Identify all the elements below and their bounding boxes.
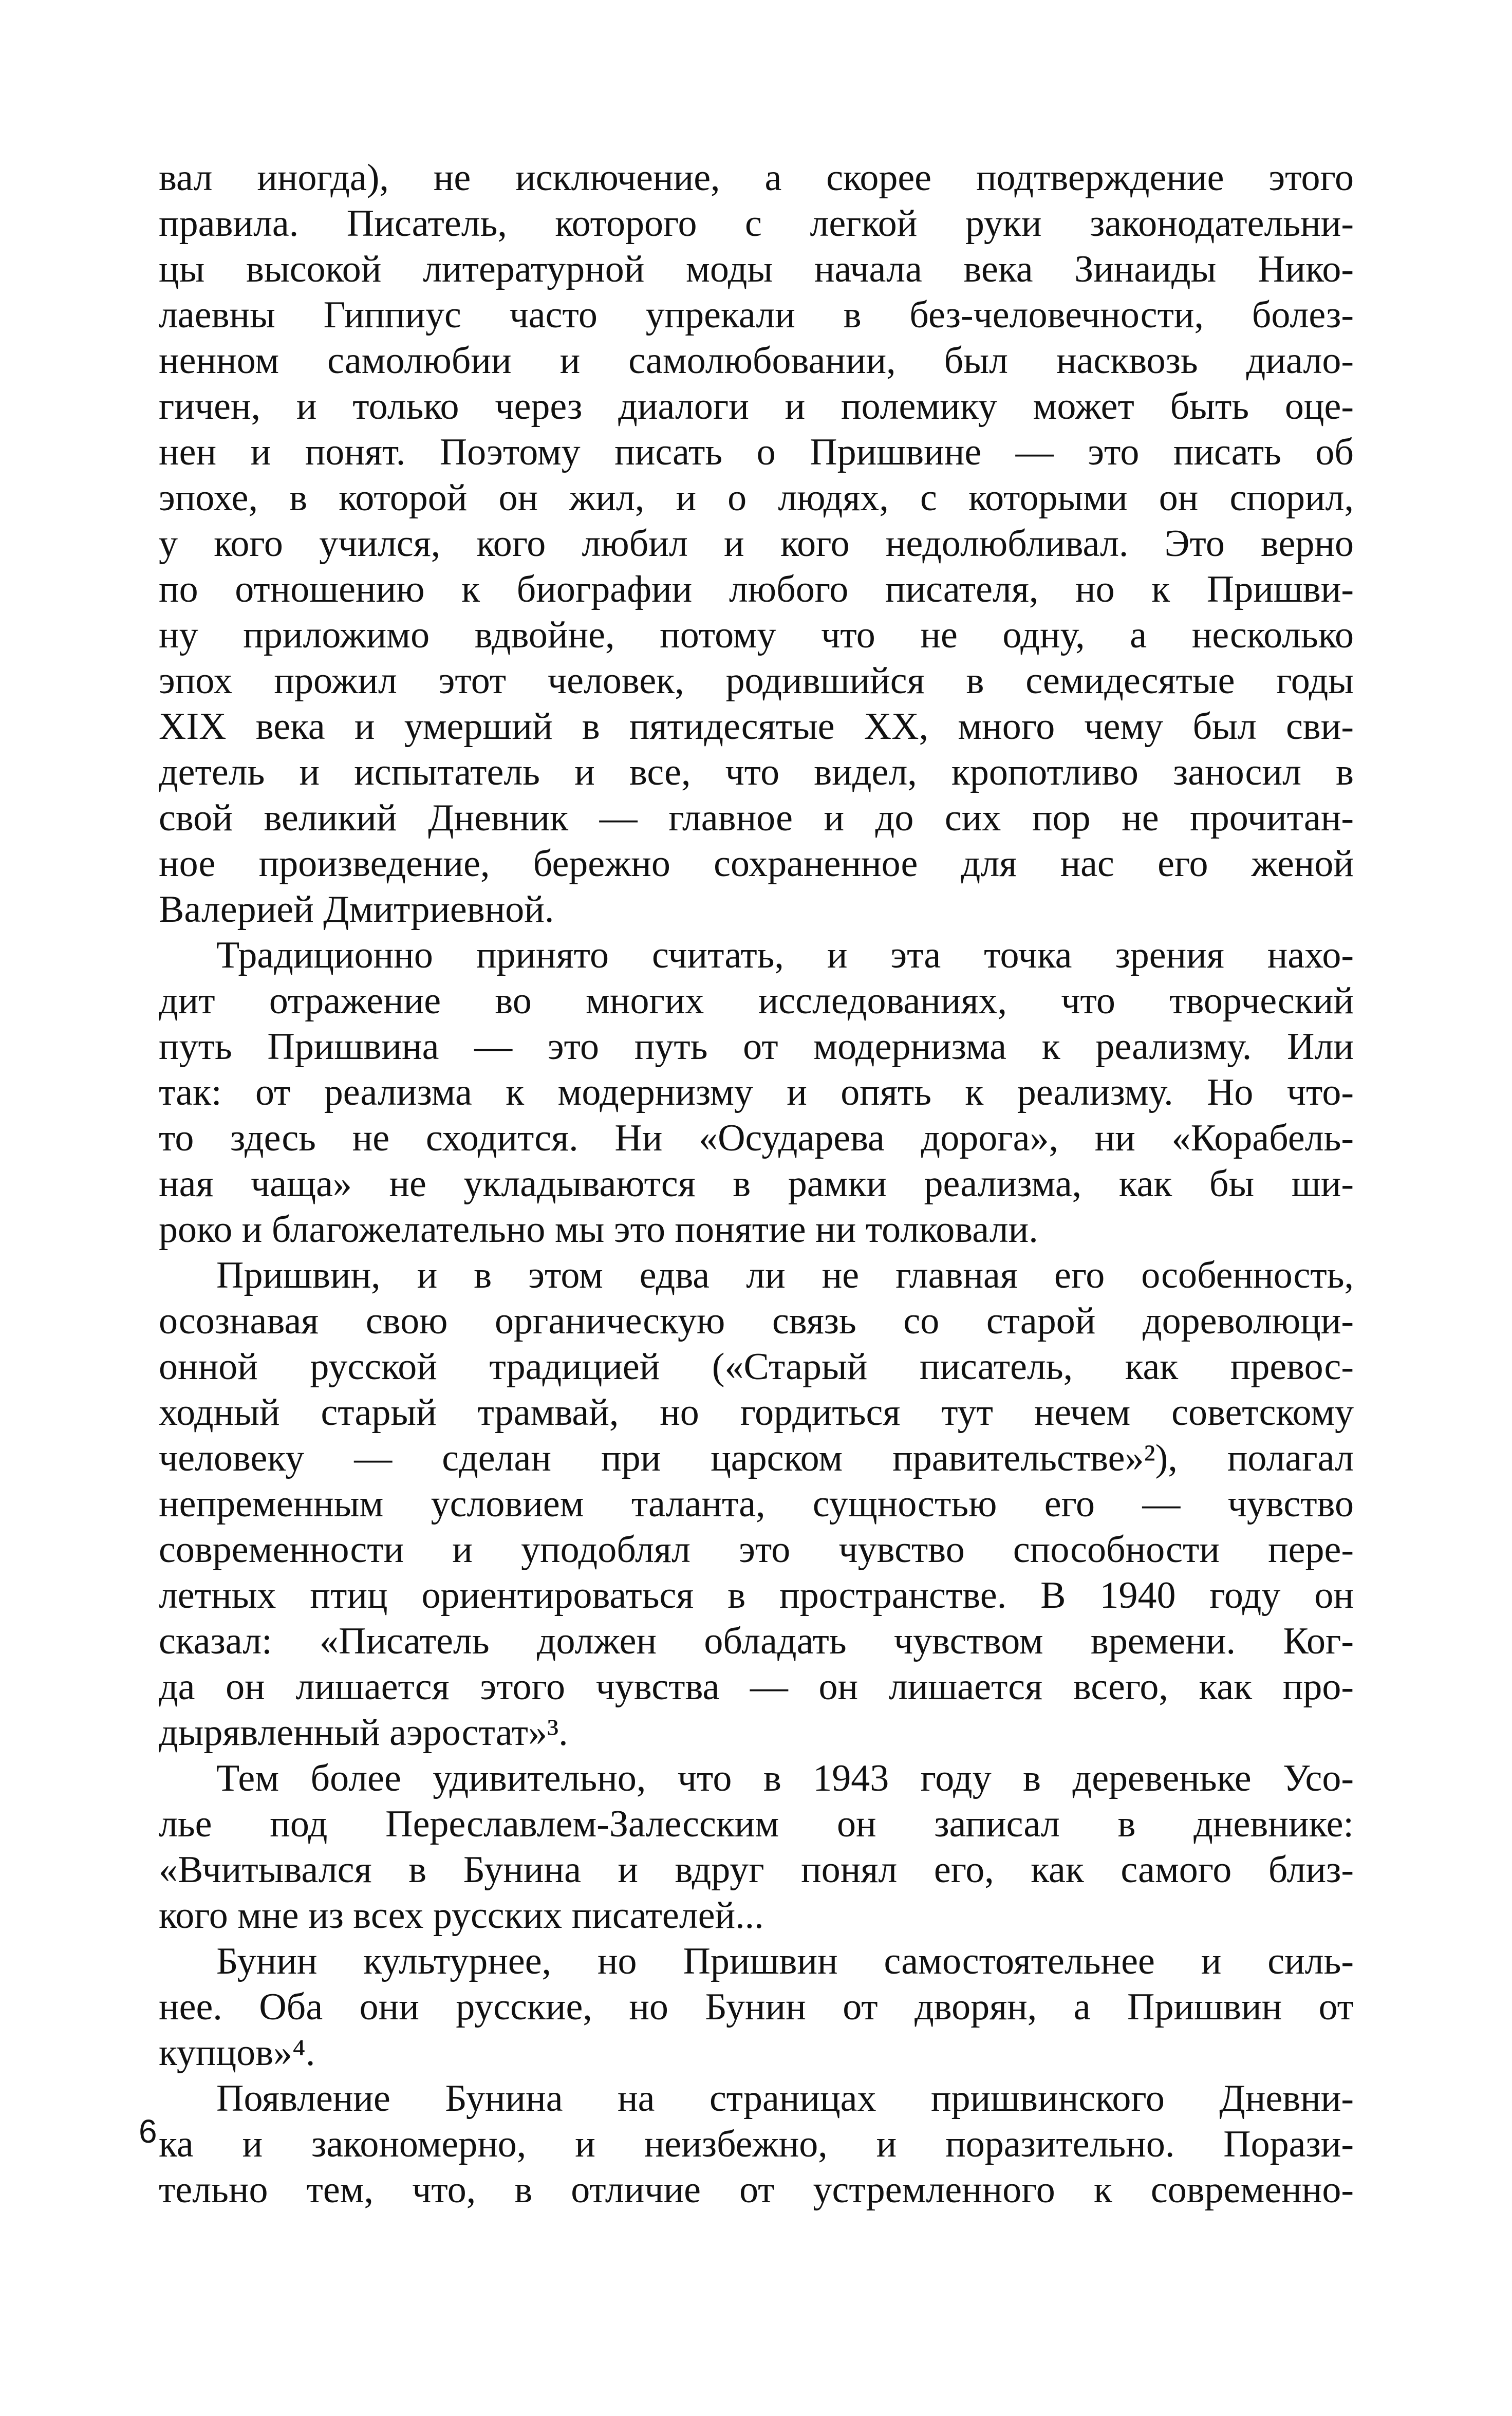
text-line: ненном самолюбии и самолюбовании, был насквозь диало- xyxy=(159,340,1354,382)
text-line: так: от реализма к модернизму и опять к реализму. Но что- xyxy=(159,1071,1354,1113)
text-line: «Вчитывался в Бунина и вдруг понял его, как самого близ- xyxy=(159,1849,1354,1891)
text-line: непременным условием таланта, сущностью его — чувство xyxy=(159,1483,1354,1525)
text-line: сказал: «Писатель должен обладать чувством времени. Ког- xyxy=(159,1620,1354,1662)
text-line: XIX века и умерший в пятидесятые XX, много чему был сви- xyxy=(159,705,1354,748)
text-line: правила. Писатель, которого с легкой руки законодательни- xyxy=(159,202,1354,245)
text-line: детель и испытатель и все, что видел, кропотливо заносил в xyxy=(159,751,1354,793)
text-line: лье под Переславлем-Залесским он записал в дневнике: xyxy=(159,1803,1354,1845)
text-line: кого мне из всех русских писателей... xyxy=(159,1894,764,1937)
text-line: ное произведение, бережно сохраненное для нас его женой xyxy=(159,843,1354,885)
text-line: эпохе, в которой он жил, и о людях, с которыми он спорил, xyxy=(159,477,1354,519)
text-line: современности и уподоблял это чувство способности пере- xyxy=(159,1529,1354,1571)
text-line: Появление Бунина на страницах пришвинского Дневни- xyxy=(216,2077,1354,2120)
text-line: цы высокой литературной моды начала века Зинаиды Нико- xyxy=(159,248,1354,290)
document-body xyxy=(159,155,1354,2213)
text-line: по отношению к биографии любого писателя, но к Пришви- xyxy=(159,568,1354,610)
text-line: летных птиц ориентироваться в пространстве. В 1940 году он xyxy=(159,1574,1354,1616)
text-line: осознавая свою органическую связь со старой дореволюци- xyxy=(159,1300,1354,1342)
text-line: дырявленный аэростат»³. xyxy=(159,1712,568,1754)
text-line: тельно тем, что, в отличие от устремленного к современно- xyxy=(159,2169,1354,2211)
text-line: Валерией Дмитриевной. xyxy=(159,888,554,931)
text-line: нее. Оба они русские, но Бунин от дворян, а Пришвин от xyxy=(159,1986,1354,2028)
text-line: то здесь не сходится. Ни «Осударева дорога», ни «Корабель- xyxy=(159,1117,1354,1159)
text-line: ходный старый трамвай, но гордиться тут нечем советскому xyxy=(159,1391,1354,1434)
text-line: лаевны Гиппиус часто упрекали в без-человечности, болез- xyxy=(159,294,1354,336)
text-line: путь Пришвина — это путь от модернизма к реализму. Или xyxy=(159,1026,1354,1068)
text-line: свой великий Дневник — главное и до сих пор не прочитан- xyxy=(159,797,1354,839)
text-line: Тем более удивительно, что в 1943 году в деревеньке Усо- xyxy=(216,1757,1354,1799)
text-line: ная чаща» не укладываются в рамки реализма, как бы ши- xyxy=(159,1163,1354,1205)
page-number: 6 xyxy=(139,2113,157,2150)
text-line: человеку — сделан при царском правительстве»²), полагал xyxy=(159,1437,1354,1479)
text-line: эпох прожил этот человек, родившийся в семидесятые годы xyxy=(159,660,1354,702)
text-line: роко и благожелательно мы это понятие ни толковали. xyxy=(159,1209,1038,1251)
text-line: нен и понят. Поэтому писать о Пришвине — это писать об xyxy=(159,431,1354,473)
text-line: ну приложимо вдвойне, потому что не одну, а несколько xyxy=(159,614,1354,656)
text-line: вал иногда), не исключение, а скорее подтверждение этого xyxy=(159,157,1354,199)
text-line: купцов»⁴. xyxy=(159,2032,315,2074)
text-line: дит отражение во многих исследованиях, что творческий xyxy=(159,980,1354,1022)
text-line: Бунин культурнее, но Пришвин самостоятельнее и силь- xyxy=(216,1940,1354,1982)
text-line: у кого учился, кого любил и кого недолюбливал. Это верно xyxy=(159,523,1354,565)
text-line: да он лишается этого чувства — он лишается всего, как про- xyxy=(159,1666,1354,1708)
text-line: Пришвин, и в этом едва ли не главная его особенность, xyxy=(216,1254,1354,1296)
text-line: ка и закономерно, и неизбежно, и поразительно. Порази- xyxy=(159,2123,1354,2165)
text-line: гичен, и только через диалоги и полемику может быть оце- xyxy=(159,385,1354,428)
text-line: онной русской традицией («Старый писатель, как превос- xyxy=(159,1346,1354,1388)
text-line: Традиционно принято считать, и эта точка зрения нахо- xyxy=(216,934,1354,976)
